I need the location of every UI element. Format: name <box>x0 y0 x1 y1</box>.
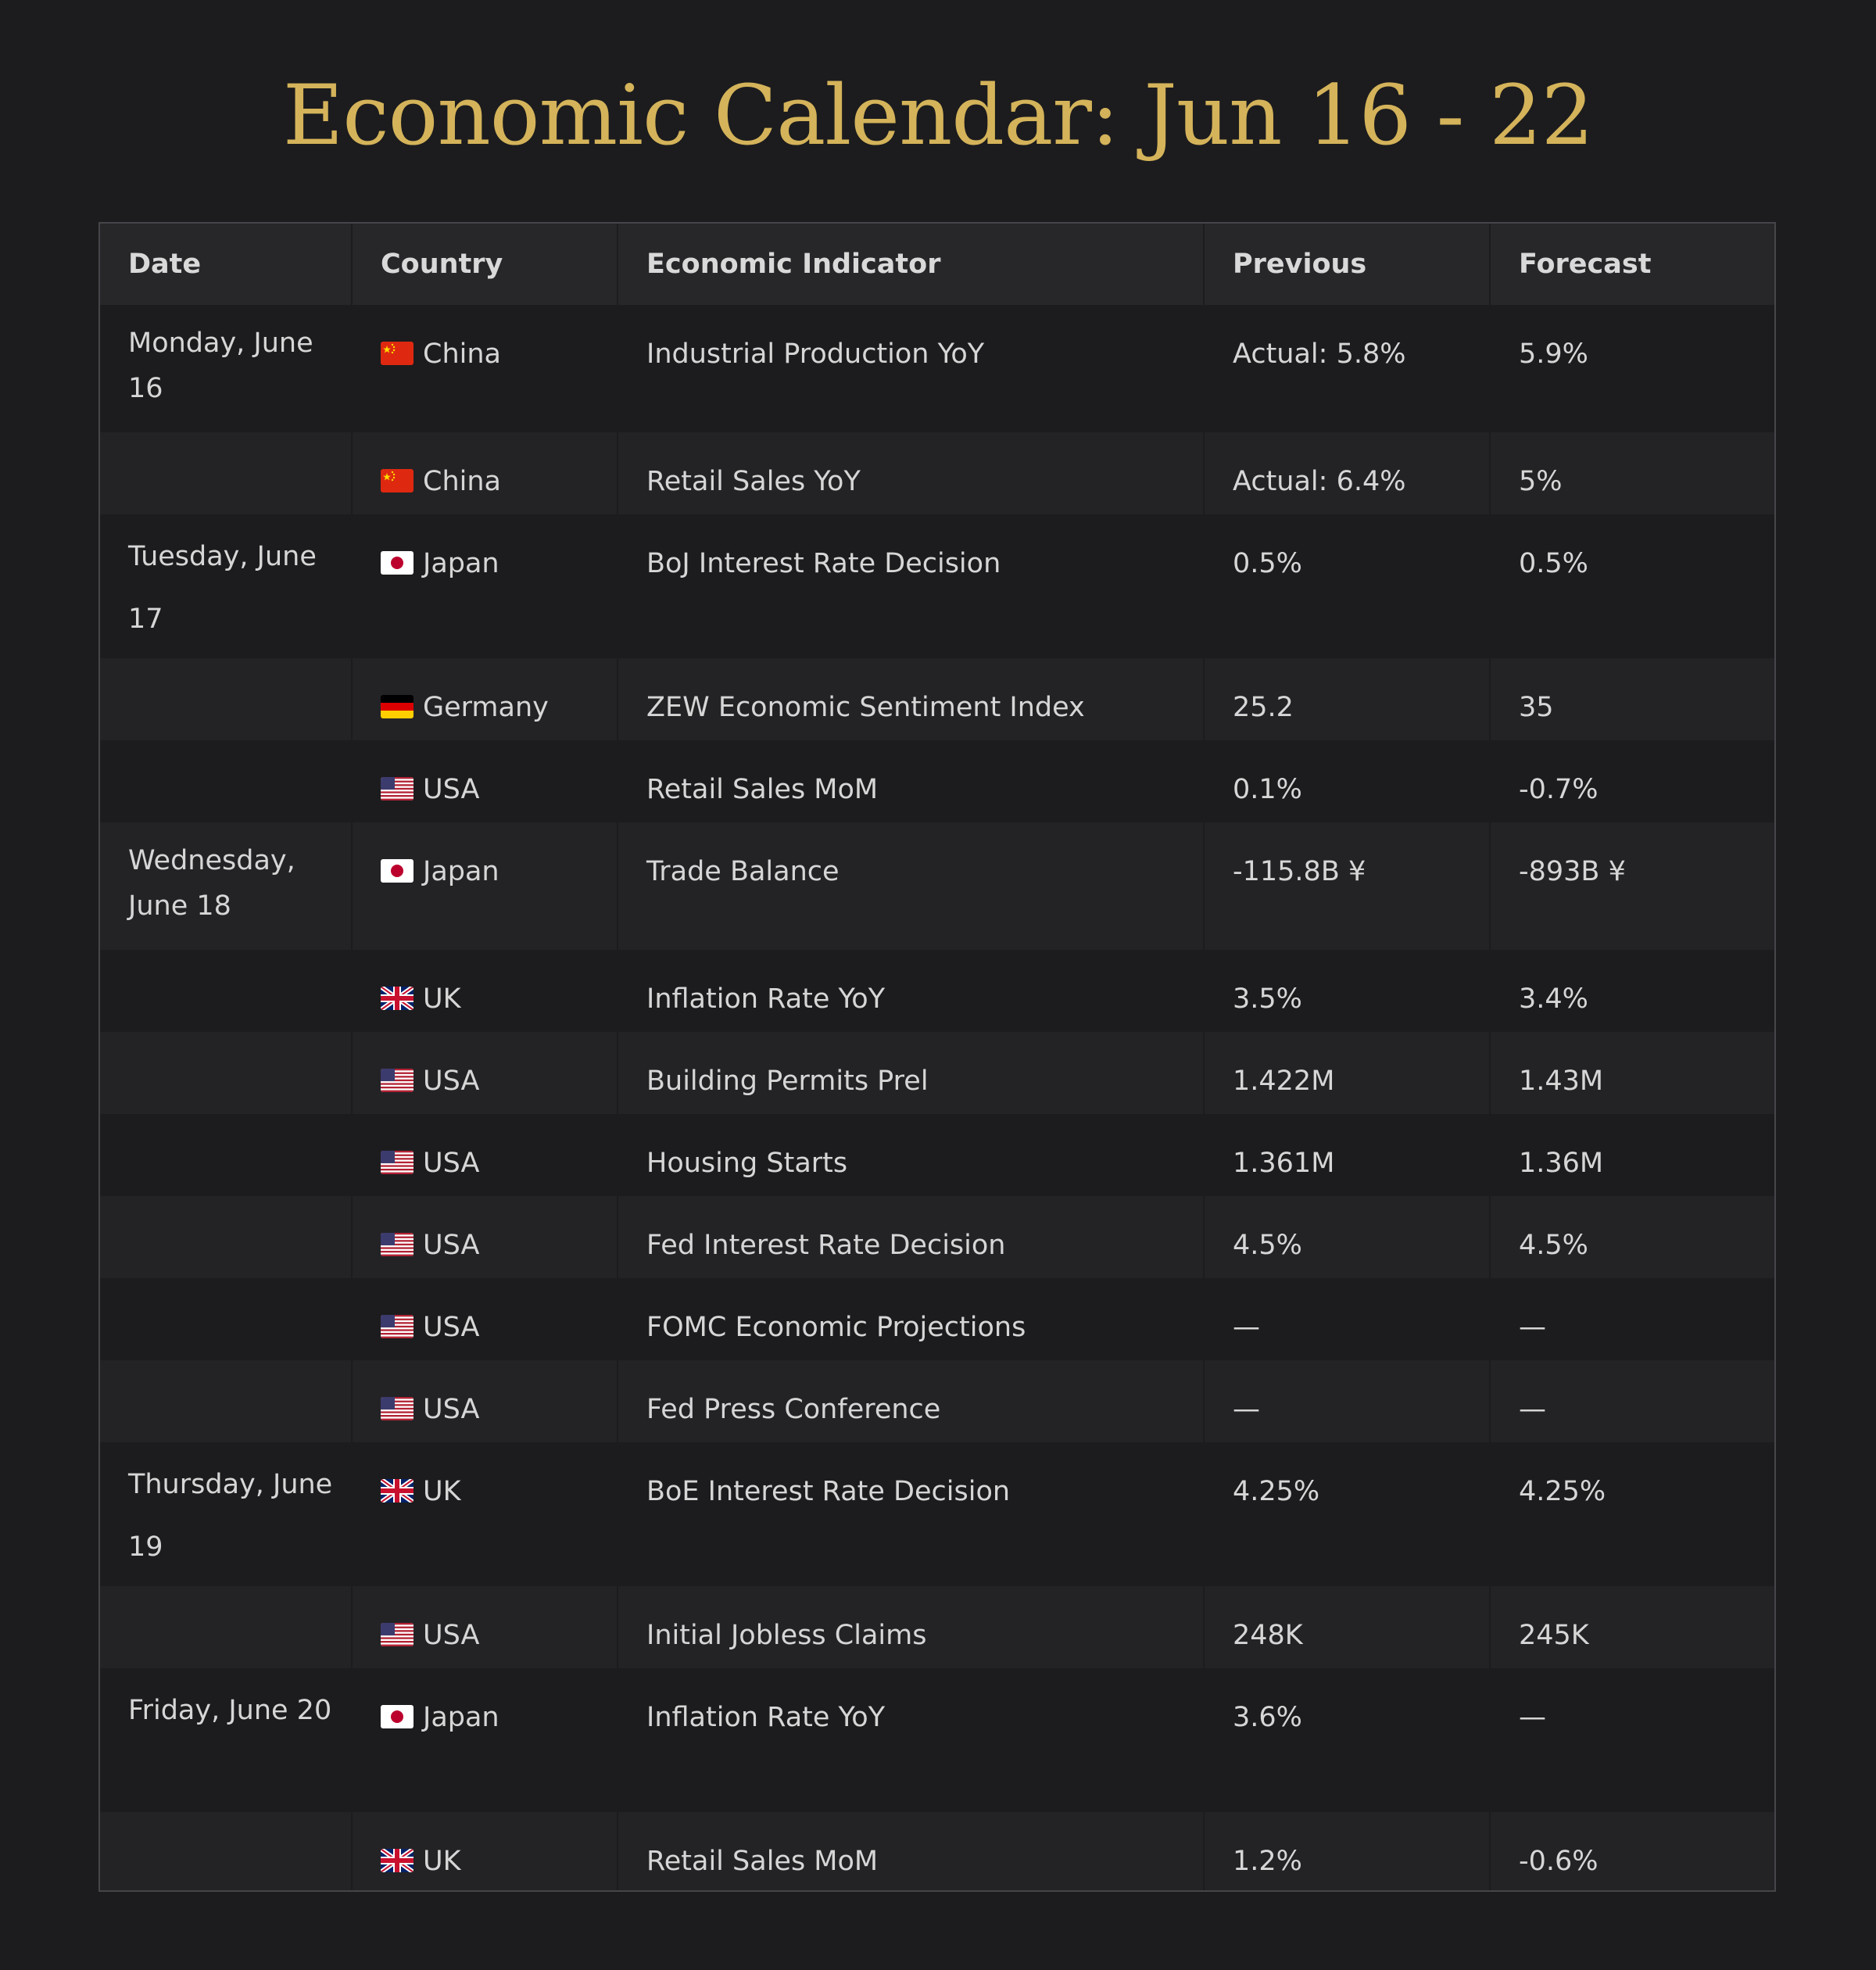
country-name: USA <box>423 1394 480 1425</box>
column-header-previous: Previous <box>1204 224 1490 305</box>
date-cell <box>100 1586 352 1668</box>
usa-flag-icon <box>381 1315 414 1338</box>
usa-flag-icon <box>381 1233 414 1256</box>
germany-flag-icon <box>381 695 414 718</box>
country-name: USA <box>423 1620 480 1651</box>
table-row <box>100 514 1776 658</box>
indicator-cell: ZEW Economic Sentiment Index <box>618 658 1204 740</box>
forecast-cell: -0.7% <box>1490 740 1776 822</box>
column-header-forecast: Forecast <box>1490 224 1776 305</box>
forecast-cell: 35 <box>1490 658 1776 740</box>
forecast-cell: 3.4% <box>1490 950 1776 1032</box>
date-cell <box>100 740 352 822</box>
forecast-cell: 4.5% <box>1490 1196 1776 1278</box>
country-cell <box>352 1032 618 1114</box>
country-name: USA <box>423 1066 480 1097</box>
indicator-cell: BoE Interest Rate Decision <box>618 1442 1204 1586</box>
country-name: Japan <box>423 548 499 579</box>
indicator-cell: Building Permits Prel <box>618 1032 1204 1114</box>
japan-flag-icon <box>381 859 414 883</box>
date-cell <box>100 950 352 1032</box>
date-cell <box>100 1114 352 1196</box>
forecast-cell: 245K <box>1490 1586 1776 1668</box>
previous-cell: -115.8B ¥ <box>1204 822 1490 950</box>
table-row <box>100 950 1776 1032</box>
country-name: USA <box>423 774 480 805</box>
forecast-cell: 4.25% <box>1490 1442 1776 1586</box>
previous-cell: Actual: 6.4% <box>1204 432 1490 514</box>
country-name: USA <box>423 1148 480 1179</box>
date-cell: Wednesday, June 18 <box>100 822 352 950</box>
table-row <box>100 1032 1776 1114</box>
previous-cell: 4.5% <box>1204 1196 1490 1278</box>
indicator-cell: Housing Starts <box>618 1114 1204 1196</box>
table-row <box>100 1114 1776 1196</box>
country-cell <box>352 1196 618 1278</box>
table-row <box>100 1360 1776 1442</box>
usa-flag-icon <box>381 777 414 801</box>
indicator-cell: Inflation Rate YoY <box>618 1668 1204 1812</box>
indicator-cell: Retail Sales YoY <box>618 432 1204 514</box>
country-cell <box>352 822 618 950</box>
table-row <box>100 1812 1776 1892</box>
previous-cell: 1.361M <box>1204 1114 1490 1196</box>
country-name: UK <box>423 983 461 1015</box>
japan-flag-icon <box>381 551 414 575</box>
indicator-cell: Inflation Rate YoY <box>618 950 1204 1032</box>
column-header-indicator: Economic Indicator <box>618 224 1204 305</box>
date-cell <box>100 1360 352 1442</box>
country-cell <box>352 1668 618 1812</box>
forecast-cell: — <box>1490 1278 1776 1360</box>
table-row <box>100 1278 1776 1360</box>
indicator-cell: Industrial Production YoY <box>618 305 1204 432</box>
indicator-cell: FOMC Economic Projections <box>618 1278 1204 1360</box>
usa-flag-icon <box>381 1397 414 1420</box>
country-name: China <box>423 338 501 370</box>
previous-cell: 3.5% <box>1204 950 1490 1032</box>
country-cell <box>352 1360 618 1442</box>
table-header-row <box>100 224 1776 305</box>
indicator-cell: Trade Balance <box>618 822 1204 950</box>
calendar-table-container <box>98 222 1776 1892</box>
forecast-cell: -893B ¥ <box>1490 822 1776 950</box>
previous-cell: — <box>1204 1360 1490 1442</box>
date-cell <box>100 658 352 740</box>
date-cell: Friday, June 20 <box>100 1668 352 1812</box>
column-header-country: Country <box>352 224 618 305</box>
country-cell <box>352 1114 618 1196</box>
china-flag-icon <box>381 469 414 492</box>
country-cell <box>352 950 618 1032</box>
page-title: Economic Calendar: Jun 16 - 22 <box>282 67 1594 163</box>
japan-flag-icon <box>381 1705 414 1728</box>
indicator-cell: BoJ Interest Rate Decision <box>618 514 1204 658</box>
table-row <box>100 305 1776 432</box>
date-cell: Tuesday, June 17 <box>100 514 352 658</box>
economic-calendar-table <box>100 224 1776 1892</box>
date-cell <box>100 432 352 514</box>
forecast-cell: 5% <box>1490 432 1776 514</box>
forecast-cell: 0.5% <box>1490 514 1776 658</box>
date-cell <box>100 1032 352 1114</box>
country-name: China <box>423 466 501 497</box>
indicator-cell: Retail Sales MoM <box>618 1812 1204 1892</box>
country-name: Japan <box>423 1702 499 1733</box>
date-cell <box>100 1812 352 1892</box>
table-row <box>100 1586 1776 1668</box>
country-name: USA <box>423 1230 480 1261</box>
china-flag-icon <box>381 342 414 365</box>
country-name: UK <box>423 1476 461 1507</box>
previous-cell: 3.6% <box>1204 1668 1490 1812</box>
previous-cell: 1.2% <box>1204 1812 1490 1892</box>
date-cell: Monday, June 16 <box>100 305 352 432</box>
country-cell <box>352 658 618 740</box>
country-cell <box>352 432 618 514</box>
table-row <box>100 1442 1776 1586</box>
table-row <box>100 1196 1776 1278</box>
country-cell <box>352 514 618 658</box>
table-row <box>100 740 1776 822</box>
table-row <box>100 658 1776 740</box>
country-cell <box>352 1586 618 1668</box>
country-name: Japan <box>423 856 499 887</box>
indicator-cell: Initial Jobless Claims <box>618 1586 1204 1668</box>
country-cell <box>352 1812 618 1892</box>
previous-cell: 248K <box>1204 1586 1490 1668</box>
uk-flag-icon <box>381 987 414 1010</box>
forecast-cell: -0.6% <box>1490 1812 1776 1892</box>
uk-flag-icon <box>381 1849 414 1872</box>
uk-flag-icon <box>381 1479 414 1503</box>
forecast-cell: 1.36M <box>1490 1114 1776 1196</box>
table-row <box>100 432 1776 514</box>
indicator-cell: Fed Press Conference <box>618 1360 1204 1442</box>
previous-cell: 1.422M <box>1204 1032 1490 1114</box>
indicator-cell: Retail Sales MoM <box>618 740 1204 822</box>
indicator-cell: Fed Interest Rate Decision <box>618 1196 1204 1278</box>
date-cell <box>100 1278 352 1360</box>
date-cell: Thursday, June 19 <box>100 1442 352 1586</box>
country-name: Germany <box>423 692 549 723</box>
table-row <box>100 822 1776 950</box>
country-name: UK <box>423 1846 461 1877</box>
country-cell <box>352 1442 618 1586</box>
previous-cell: 4.25% <box>1204 1442 1490 1586</box>
previous-cell: — <box>1204 1278 1490 1360</box>
previous-cell: 0.1% <box>1204 740 1490 822</box>
country-cell <box>352 740 618 822</box>
usa-flag-icon <box>381 1069 414 1092</box>
forecast-cell: — <box>1490 1360 1776 1442</box>
forecast-cell: 1.43M <box>1490 1032 1776 1114</box>
country-cell <box>352 1278 618 1360</box>
column-header-date: Date <box>100 224 352 305</box>
forecast-cell: — <box>1490 1668 1776 1812</box>
usa-flag-icon <box>381 1151 414 1174</box>
country-name: USA <box>423 1312 480 1343</box>
table-row <box>100 1668 1776 1812</box>
usa-flag-icon <box>381 1623 414 1646</box>
previous-cell: Actual: 5.8% <box>1204 305 1490 432</box>
previous-cell: 0.5% <box>1204 514 1490 658</box>
date-cell <box>100 1196 352 1278</box>
country-cell <box>352 305 618 432</box>
previous-cell: 25.2 <box>1204 658 1490 740</box>
forecast-cell: 5.9% <box>1490 305 1776 432</box>
